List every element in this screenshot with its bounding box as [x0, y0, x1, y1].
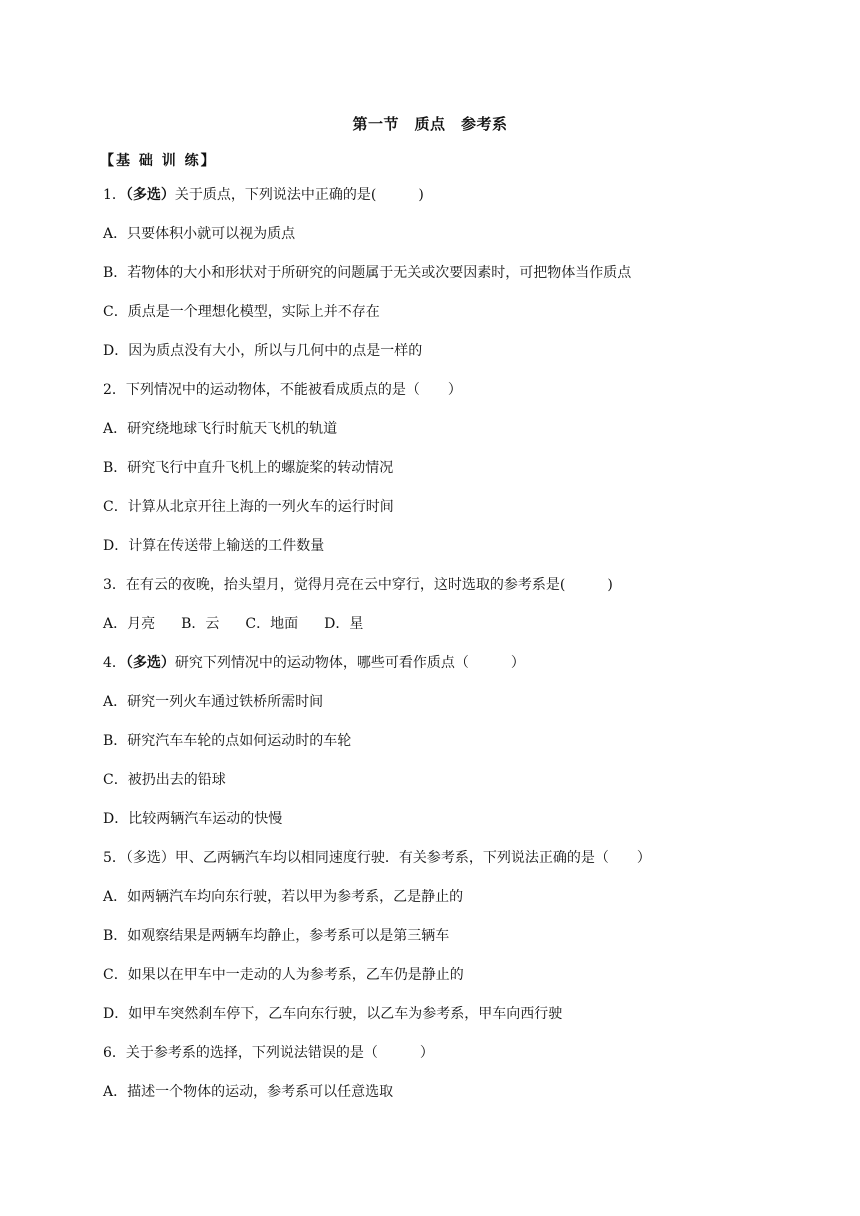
question-4-stem — [103, 654, 783, 693]
question-4-option-b: B．研究汽车车轮的点如何运动时的车轮 — [103, 733, 352, 749]
question-3-option-d: D．星 — [324, 616, 364, 632]
question-5-option-c: C．如果以在甲车中一走动的人为参考系，乙车仍是静止的 — [103, 967, 464, 983]
question-3-option-b: B．云 — [181, 616, 220, 632]
question-list — [103, 186, 783, 1122]
question-2-option-b: B．研究飞行中直升飞机上的螺旋桨的转动情况 — [103, 460, 394, 476]
question-4-text: 研究下列情况中的运动物体，哪些可看作质点（ ） — [174, 655, 525, 671]
question-4-number: 4． — [103, 655, 126, 671]
question-5-option-d: D．如甲车突然刹车停下，乙车向东行驶，以乙车为参考系，甲车向西行驶 — [103, 1006, 563, 1022]
page-title: 第一节 质点 参考系 — [352, 115, 508, 133]
question-1-option-a: A．只要体积小就可以视为质点 — [103, 226, 296, 242]
question-6-option-a: A．描述一个物体的运动，参考系可以任意选取 — [103, 1084, 394, 1100]
question-2-option-a: A．研究绕地球飞行时航天飞机的轨道 — [103, 421, 338, 437]
question-1-option-d: D．因为质点没有大小，所以与几何中的点是一样的 — [103, 343, 423, 359]
question-1-tag: （多选） — [125, 187, 175, 203]
question-3-option-a: A．月亮 — [103, 616, 156, 632]
question-3-stem: 3．在有云的夜晚，抬头望月，觉得月亮在云中穿行，这时选取的参考系是( ) — [103, 577, 613, 593]
question-3-option-c: C．地面 — [245, 616, 299, 632]
question-1-option-b: B．若物体的大小和形状对于所研究的问题属于无关或次要因素时，可把物体当作质点 — [103, 265, 632, 281]
question-2-option-d: D．计算在传送带上输送的工件数量 — [103, 538, 325, 554]
question-4-tag: （多选） — [125, 655, 175, 671]
question-1-stem — [103, 186, 783, 225]
question-5-option-a: A．如两辆汽车均向东行驶，若以甲为参考系，乙是静止的 — [103, 889, 464, 905]
question-1-text: 关于质点，下列说法中正确的是( ) — [174, 187, 424, 203]
question-4-option-a: A．研究一列火车通过铁桥所需时间 — [103, 694, 324, 710]
question-4-option-d: D．比较两辆汽车运动的快慢 — [103, 811, 283, 827]
question-5-stem: 5．（多选）甲、乙两辆汽车均以相同速度行驶．有关参考系，下列说法正确的是（ ） — [103, 850, 651, 866]
question-2-option-c: C．计算从北京开往上海的一列火车的运行时间 — [103, 499, 394, 515]
question-2-stem: 2．下列情况中的运动物体，不能被看成质点的是（ ） — [103, 382, 462, 398]
question-1-option-c: C．质点是一个理想化模型，实际上并不存在 — [103, 304, 380, 320]
question-4-option-c: C．被扔出去的铅球 — [103, 772, 226, 788]
question-1-number: 1． — [103, 187, 126, 203]
section-heading: 【基 础 训 练】 — [100, 153, 217, 169]
question-6-stem: 6．关于参考系的选择，下列说法错误的是（ ） — [103, 1045, 434, 1061]
question-3-options — [103, 615, 783, 654]
question-5-option-b: B．如观察结果是两辆车均静止，参考系可以是第三辆车 — [103, 928, 450, 944]
